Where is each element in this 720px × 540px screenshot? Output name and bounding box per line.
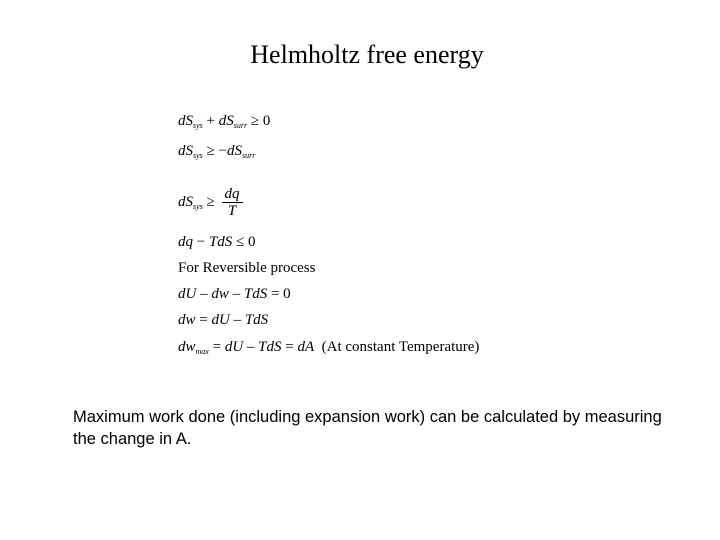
fraction bbox=[222, 186, 243, 219]
equation-reversible bbox=[178, 287, 291, 302]
term: dU bbox=[211, 312, 230, 328]
relation: ≤ 0 bbox=[232, 234, 256, 250]
slide-title: Helmholtz free energy bbox=[250, 40, 484, 69]
fraction-denominator: T bbox=[227, 203, 237, 219]
summary-text: Maximum work done (including expansion work) can be calculated by measuring the change in A. bbox=[73, 408, 662, 448]
equation-clausius bbox=[178, 186, 243, 219]
subscript: sys bbox=[193, 121, 203, 130]
term: TdS bbox=[244, 312, 269, 328]
term: TdS bbox=[208, 234, 233, 250]
subscript: surr bbox=[233, 121, 248, 130]
term: dS bbox=[178, 193, 193, 210]
term: dw bbox=[178, 339, 196, 355]
term: dU bbox=[178, 286, 197, 302]
term: dU bbox=[224, 339, 244, 355]
fraction-numerator: dq bbox=[222, 186, 243, 203]
equation-entropy-inequality bbox=[178, 144, 255, 159]
relation: = 0 bbox=[267, 286, 291, 302]
operator: – bbox=[228, 286, 244, 302]
term: dS bbox=[178, 113, 193, 129]
operator: – bbox=[196, 286, 212, 302]
relation: ≥ 0 bbox=[247, 113, 271, 129]
term: dS bbox=[178, 143, 193, 159]
subscript: max bbox=[195, 347, 209, 356]
equation-work bbox=[178, 313, 268, 328]
relation: = bbox=[195, 312, 212, 328]
term: dA bbox=[297, 339, 315, 355]
operator: − bbox=[193, 234, 209, 250]
subscript: sys bbox=[193, 151, 203, 160]
term: dw bbox=[211, 286, 229, 302]
operator: – bbox=[243, 339, 259, 355]
constant-temperature-note: (At constant Temperature) bbox=[314, 339, 480, 355]
equation-entropy-sum bbox=[178, 114, 270, 129]
operator: + bbox=[202, 113, 219, 129]
relation: ≥ bbox=[202, 193, 219, 210]
equation-max-work bbox=[178, 340, 479, 355]
term: TdS bbox=[243, 286, 268, 302]
equation-heat-inequality bbox=[178, 235, 256, 250]
relation: ≥ − bbox=[202, 143, 227, 159]
term: dS bbox=[226, 143, 242, 159]
relation: = bbox=[208, 339, 225, 355]
subscript: sys bbox=[193, 201, 203, 211]
term: dq bbox=[178, 234, 193, 250]
term: dw bbox=[178, 312, 196, 328]
operator: – bbox=[229, 312, 245, 328]
term: TdS bbox=[258, 339, 282, 355]
reversible-process-label: For Reversible process bbox=[178, 260, 316, 276]
relation: = bbox=[281, 339, 298, 355]
term: dS bbox=[218, 113, 234, 129]
subscript: surr bbox=[241, 151, 256, 160]
